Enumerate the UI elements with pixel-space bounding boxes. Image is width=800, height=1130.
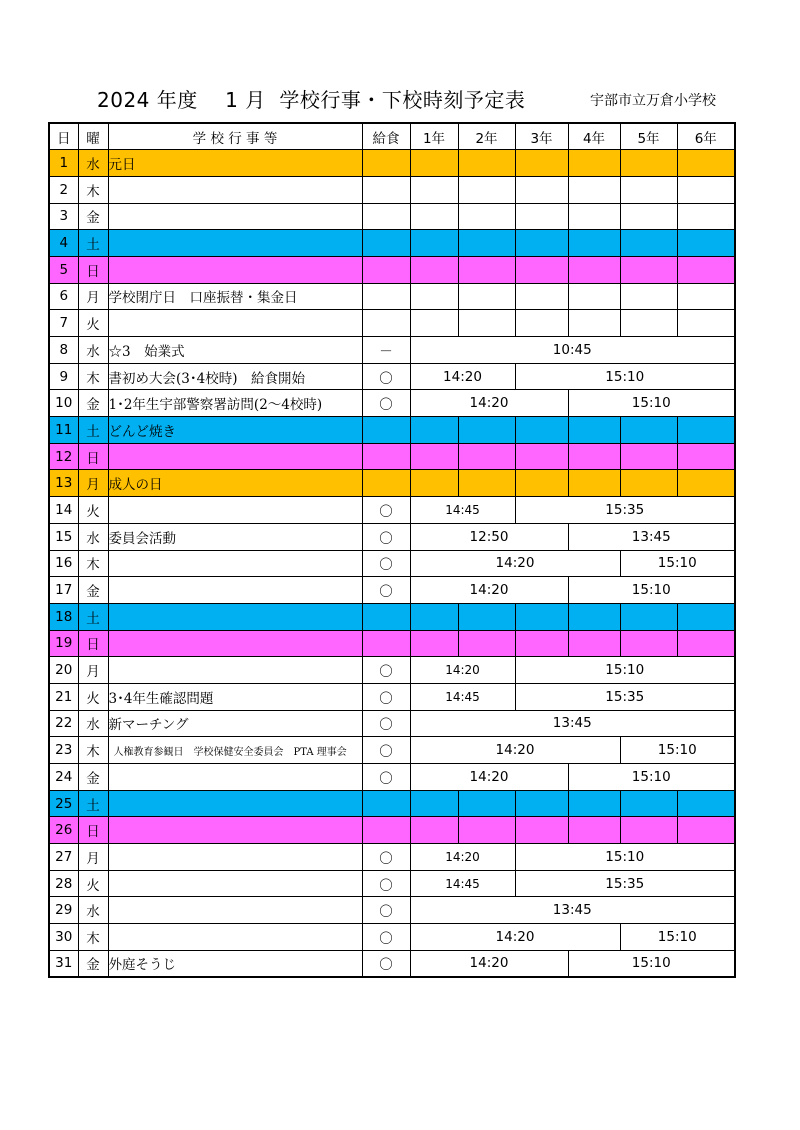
day-cell: 14 (49, 497, 78, 524)
grade-cell (620, 256, 677, 283)
event-cell (108, 550, 362, 577)
grade-cell (410, 256, 458, 283)
dismissal-time-cell: 13:45 (410, 897, 735, 924)
grade-cell (620, 790, 677, 817)
header-grade-6: 6年 (677, 123, 735, 150)
lunch-cell (362, 176, 410, 203)
header-lunch: 給食 (362, 123, 410, 150)
day-cell: 12 (49, 443, 78, 470)
table-row (49, 817, 735, 844)
day-cell: 23 (49, 737, 78, 764)
grade-cell (620, 283, 677, 310)
weekday-cell: 水 (78, 710, 108, 737)
grade-cell (620, 817, 677, 844)
lunch-cell: － (362, 337, 410, 364)
grade-cell (568, 470, 620, 497)
lunch-cell: 〇 (362, 523, 410, 550)
dismissal-time-cell: 15:10 (568, 764, 735, 791)
grade-cell (568, 443, 620, 470)
lunch-cell (362, 150, 410, 177)
grade-cell (620, 310, 677, 337)
lunch-cell (362, 817, 410, 844)
dismissal-time-cell: 15:10 (515, 363, 735, 390)
day-cell: 20 (49, 657, 78, 684)
grade-cell (515, 256, 568, 283)
grade-cell (410, 603, 458, 630)
grade-cell (568, 790, 620, 817)
weekday-cell: 木 (78, 550, 108, 577)
weekday-cell: 木 (78, 363, 108, 390)
weekday-cell: 水 (78, 337, 108, 364)
weekday-cell: 月 (78, 283, 108, 310)
grade-cell (410, 790, 458, 817)
table-row (49, 497, 735, 524)
weekday-cell: 木 (78, 924, 108, 951)
grade-cell (515, 150, 568, 177)
weekday-cell: 金 (78, 950, 108, 977)
event-cell: 成人の日 (108, 470, 362, 497)
dismissal-time-cell: 15:10 (568, 390, 735, 417)
dismissal-time-cell: 14:20 (410, 657, 515, 684)
weekday-cell: 土 (78, 417, 108, 444)
grade-cell (568, 150, 620, 177)
day-cell: 6 (49, 283, 78, 310)
lunch-cell (362, 203, 410, 230)
event-cell (108, 230, 362, 257)
dismissal-time-cell: 14:20 (410, 950, 568, 977)
event-cell: 元日 (108, 150, 362, 177)
day-cell: 1 (49, 150, 78, 177)
table-row (49, 950, 735, 977)
dismissal-time-cell: 15:35 (515, 497, 735, 524)
header-day: 日 (49, 123, 78, 150)
lunch-cell: 〇 (362, 764, 410, 791)
weekday-cell: 水 (78, 897, 108, 924)
day-cell: 19 (49, 630, 78, 657)
event-cell: 3･4年生確認問題 (108, 683, 362, 710)
grade-cell (677, 176, 735, 203)
grade-cell (620, 630, 677, 657)
dismissal-time-cell: 15:10 (568, 950, 735, 977)
grade-cell (458, 443, 515, 470)
event-cell: 外庭そうじ (108, 950, 362, 977)
dismissal-time-cell: 15:10 (620, 924, 735, 951)
day-cell: 16 (49, 550, 78, 577)
table-row (49, 657, 735, 684)
grade-cell (677, 817, 735, 844)
dismissal-time-cell: 13:45 (410, 710, 735, 737)
dismissal-time-cell: 14:20 (410, 390, 568, 417)
grade-cell (677, 790, 735, 817)
event-cell (108, 443, 362, 470)
table-row (49, 470, 735, 497)
weekday-cell: 月 (78, 470, 108, 497)
lunch-cell (362, 630, 410, 657)
schedule-table (48, 122, 736, 978)
grade-cell (620, 230, 677, 257)
weekday-cell: 木 (78, 737, 108, 764)
dismissal-time-cell: 14:45 (410, 497, 515, 524)
grade-cell (515, 817, 568, 844)
table-row (49, 764, 735, 791)
lunch-cell: 〇 (362, 497, 410, 524)
day-cell: 31 (49, 950, 78, 977)
grade-cell (620, 603, 677, 630)
header-weekday: 曜 (78, 123, 108, 150)
grade-cell (515, 176, 568, 203)
dismissal-time-cell: 14:20 (410, 764, 568, 791)
lunch-cell (362, 417, 410, 444)
grade-cell (458, 283, 515, 310)
event-cell (108, 497, 362, 524)
grade-cell (568, 417, 620, 444)
grade-cell (515, 283, 568, 310)
grade-cell (410, 150, 458, 177)
event-cell: 学校閉庁日 口座振替・集金日 (108, 283, 362, 310)
weekday-cell: 水 (78, 523, 108, 550)
grade-cell (410, 203, 458, 230)
event-cell: 1･2年生宇部警察署訪問(2～4校時) (108, 390, 362, 417)
grade-cell (568, 283, 620, 310)
grade-cell (458, 790, 515, 817)
lunch-cell (362, 256, 410, 283)
lunch-cell: 〇 (362, 390, 410, 417)
event-cell: 書初め大会(3･4校時) 給食開始 (108, 363, 362, 390)
day-cell: 25 (49, 790, 78, 817)
grade-cell (568, 176, 620, 203)
grade-cell (677, 603, 735, 630)
lunch-cell: 〇 (362, 950, 410, 977)
dismissal-time-cell: 15:10 (515, 844, 735, 871)
grade-cell (677, 630, 735, 657)
table-row (49, 577, 735, 604)
event-cell (108, 924, 362, 951)
event-cell (108, 176, 362, 203)
dismissal-time-cell: 14:20 (410, 550, 620, 577)
day-cell: 8 (49, 337, 78, 364)
event-cell (108, 603, 362, 630)
table-row (49, 337, 735, 364)
grade-cell (620, 470, 677, 497)
table-row (49, 417, 735, 444)
lunch-cell: 〇 (362, 737, 410, 764)
table-row (49, 310, 735, 337)
table-row (49, 150, 735, 177)
grade-cell (620, 203, 677, 230)
dismissal-time-cell: 14:45 (410, 683, 515, 710)
dismissal-time-cell: 15:35 (515, 683, 735, 710)
weekday-cell: 火 (78, 497, 108, 524)
day-cell: 17 (49, 577, 78, 604)
day-cell: 30 (49, 924, 78, 951)
grade-cell (677, 310, 735, 337)
grade-cell (620, 417, 677, 444)
lunch-cell: 〇 (362, 844, 410, 871)
day-cell: 9 (49, 363, 78, 390)
weekday-cell: 日 (78, 443, 108, 470)
table-row (49, 230, 735, 257)
header-grade-2: 2年 (458, 123, 515, 150)
grade-cell (458, 417, 515, 444)
dismissal-time-cell: 15:10 (620, 737, 735, 764)
event-cell: 新マーチング (108, 710, 362, 737)
header-grade-4: 4年 (568, 123, 620, 150)
day-cell: 18 (49, 603, 78, 630)
grade-cell (515, 790, 568, 817)
table-row (49, 844, 735, 871)
dismissal-time-cell: 15:10 (515, 657, 735, 684)
weekday-cell: 日 (78, 817, 108, 844)
grade-cell (410, 310, 458, 337)
day-cell: 26 (49, 817, 78, 844)
grade-cell (677, 417, 735, 444)
day-cell: 10 (49, 390, 78, 417)
weekday-cell: 火 (78, 683, 108, 710)
dismissal-time-cell: 10:45 (410, 337, 735, 364)
weekday-cell: 土 (78, 230, 108, 257)
lunch-cell (362, 470, 410, 497)
event-cell (108, 203, 362, 230)
weekday-cell: 火 (78, 310, 108, 337)
event-cell: 人権教育参観日 学校保健安全委員会 PTA 理事会 (108, 737, 362, 764)
lunch-cell: 〇 (362, 683, 410, 710)
grade-cell (677, 150, 735, 177)
grade-cell (515, 603, 568, 630)
grade-cell (458, 470, 515, 497)
grade-cell (410, 176, 458, 203)
event-cell: 委員会活動 (108, 523, 362, 550)
weekday-cell: 月 (78, 844, 108, 871)
grade-cell (677, 283, 735, 310)
lunch-cell: 〇 (362, 897, 410, 924)
day-cell: 13 (49, 470, 78, 497)
day-cell: 15 (49, 523, 78, 550)
table-row (49, 870, 735, 897)
dismissal-time-cell: 15:10 (568, 577, 735, 604)
event-cell (108, 256, 362, 283)
day-cell: 21 (49, 683, 78, 710)
grade-cell (620, 176, 677, 203)
weekday-cell: 火 (78, 870, 108, 897)
header-grade-5: 5年 (620, 123, 677, 150)
dismissal-time-cell: 14:20 (410, 737, 620, 764)
table-row (49, 924, 735, 951)
table-row (49, 176, 735, 203)
grade-cell (568, 256, 620, 283)
day-cell: 5 (49, 256, 78, 283)
grade-cell (568, 310, 620, 337)
dismissal-time-cell: 15:35 (515, 870, 735, 897)
day-cell: 22 (49, 710, 78, 737)
grade-cell (515, 203, 568, 230)
dismissal-time-cell: 14:45 (410, 870, 515, 897)
table-row (49, 603, 735, 630)
weekday-cell: 水 (78, 150, 108, 177)
day-cell: 27 (49, 844, 78, 871)
grade-cell (620, 150, 677, 177)
table-row (49, 550, 735, 577)
dismissal-time-cell: 14:20 (410, 363, 515, 390)
grade-cell (515, 443, 568, 470)
grade-cell (458, 230, 515, 257)
weekday-cell: 日 (78, 256, 108, 283)
lunch-cell: 〇 (362, 870, 410, 897)
event-cell (108, 764, 362, 791)
event-cell (108, 897, 362, 924)
event-cell (108, 577, 362, 604)
weekday-cell: 木 (78, 176, 108, 203)
lunch-cell (362, 603, 410, 630)
grade-cell (410, 470, 458, 497)
table-row (49, 737, 735, 764)
lunch-cell (362, 230, 410, 257)
event-cell (108, 870, 362, 897)
grade-cell (515, 310, 568, 337)
grade-cell (458, 310, 515, 337)
grade-cell (410, 630, 458, 657)
weekday-cell: 金 (78, 203, 108, 230)
weekday-cell: 月 (78, 657, 108, 684)
grade-cell (410, 283, 458, 310)
lunch-cell: 〇 (362, 710, 410, 737)
event-cell (108, 630, 362, 657)
header-grade-1: 1年 (410, 123, 458, 150)
day-cell: 29 (49, 897, 78, 924)
grade-cell (568, 603, 620, 630)
grade-cell (458, 603, 515, 630)
table-row (49, 790, 735, 817)
grade-cell (568, 230, 620, 257)
grade-cell (568, 630, 620, 657)
grade-cell (458, 817, 515, 844)
weekday-cell: 金 (78, 390, 108, 417)
table-row (49, 897, 735, 924)
dismissal-time-cell: 12:50 (410, 523, 568, 550)
grade-cell (458, 203, 515, 230)
weekday-cell: 日 (78, 630, 108, 657)
dismissal-time-cell: 13:45 (568, 523, 735, 550)
weekday-cell: 土 (78, 790, 108, 817)
dismissal-time-cell: 14:20 (410, 844, 515, 871)
table-row (49, 523, 735, 550)
grade-cell (458, 630, 515, 657)
grade-cell (515, 630, 568, 657)
day-cell: 28 (49, 870, 78, 897)
grade-cell (677, 470, 735, 497)
grade-cell (677, 256, 735, 283)
school-name: 宇部市立万倉小学校 (590, 93, 716, 109)
header-events: 学 校 行 事 等 (108, 123, 362, 150)
table-row (49, 256, 735, 283)
lunch-cell: 〇 (362, 550, 410, 577)
grade-cell (458, 256, 515, 283)
grade-cell (410, 230, 458, 257)
lunch-cell (362, 790, 410, 817)
grade-cell (620, 443, 677, 470)
day-cell: 7 (49, 310, 78, 337)
table-row (49, 710, 735, 737)
grade-cell (677, 230, 735, 257)
grade-cell (410, 417, 458, 444)
event-cell (108, 817, 362, 844)
grade-cell (568, 203, 620, 230)
event-cell (108, 310, 362, 337)
day-cell: 4 (49, 230, 78, 257)
day-cell: 3 (49, 203, 78, 230)
grade-cell (458, 150, 515, 177)
grade-cell (515, 230, 568, 257)
grade-cell (458, 176, 515, 203)
grade-cell (677, 443, 735, 470)
table-row (49, 683, 735, 710)
lunch-cell: 〇 (362, 924, 410, 951)
page-title: 2024 年度 1 月 学校行事・下校時刻予定表 (97, 88, 526, 112)
dismissal-time-cell: 14:20 (410, 924, 620, 951)
grade-cell (515, 470, 568, 497)
grade-cell (568, 817, 620, 844)
day-cell: 11 (49, 417, 78, 444)
event-cell: ☆3 始業式 (108, 337, 362, 364)
dismissal-time-cell: 14:20 (410, 577, 568, 604)
event-cell (108, 790, 362, 817)
lunch-cell (362, 283, 410, 310)
table-row (49, 363, 735, 390)
event-cell (108, 844, 362, 871)
table-row (49, 390, 735, 417)
lunch-cell (362, 310, 410, 337)
grade-cell (677, 203, 735, 230)
event-cell (108, 657, 362, 684)
grade-cell (410, 817, 458, 844)
weekday-cell: 金 (78, 577, 108, 604)
table-row (49, 443, 735, 470)
weekday-cell: 土 (78, 603, 108, 630)
dismissal-time-cell: 15:10 (620, 550, 735, 577)
lunch-cell (362, 443, 410, 470)
event-cell: どんど焼き (108, 417, 362, 444)
weekday-cell: 金 (78, 764, 108, 791)
day-cell: 2 (49, 176, 78, 203)
grade-cell (515, 417, 568, 444)
lunch-cell: 〇 (362, 363, 410, 390)
day-cell: 24 (49, 764, 78, 791)
lunch-cell: 〇 (362, 577, 410, 604)
lunch-cell: 〇 (362, 657, 410, 684)
table-row (49, 630, 735, 657)
header-grade-3: 3年 (515, 123, 568, 150)
table-row (49, 203, 735, 230)
table-row (49, 283, 735, 310)
grade-cell (410, 443, 458, 470)
header-row (49, 123, 735, 150)
